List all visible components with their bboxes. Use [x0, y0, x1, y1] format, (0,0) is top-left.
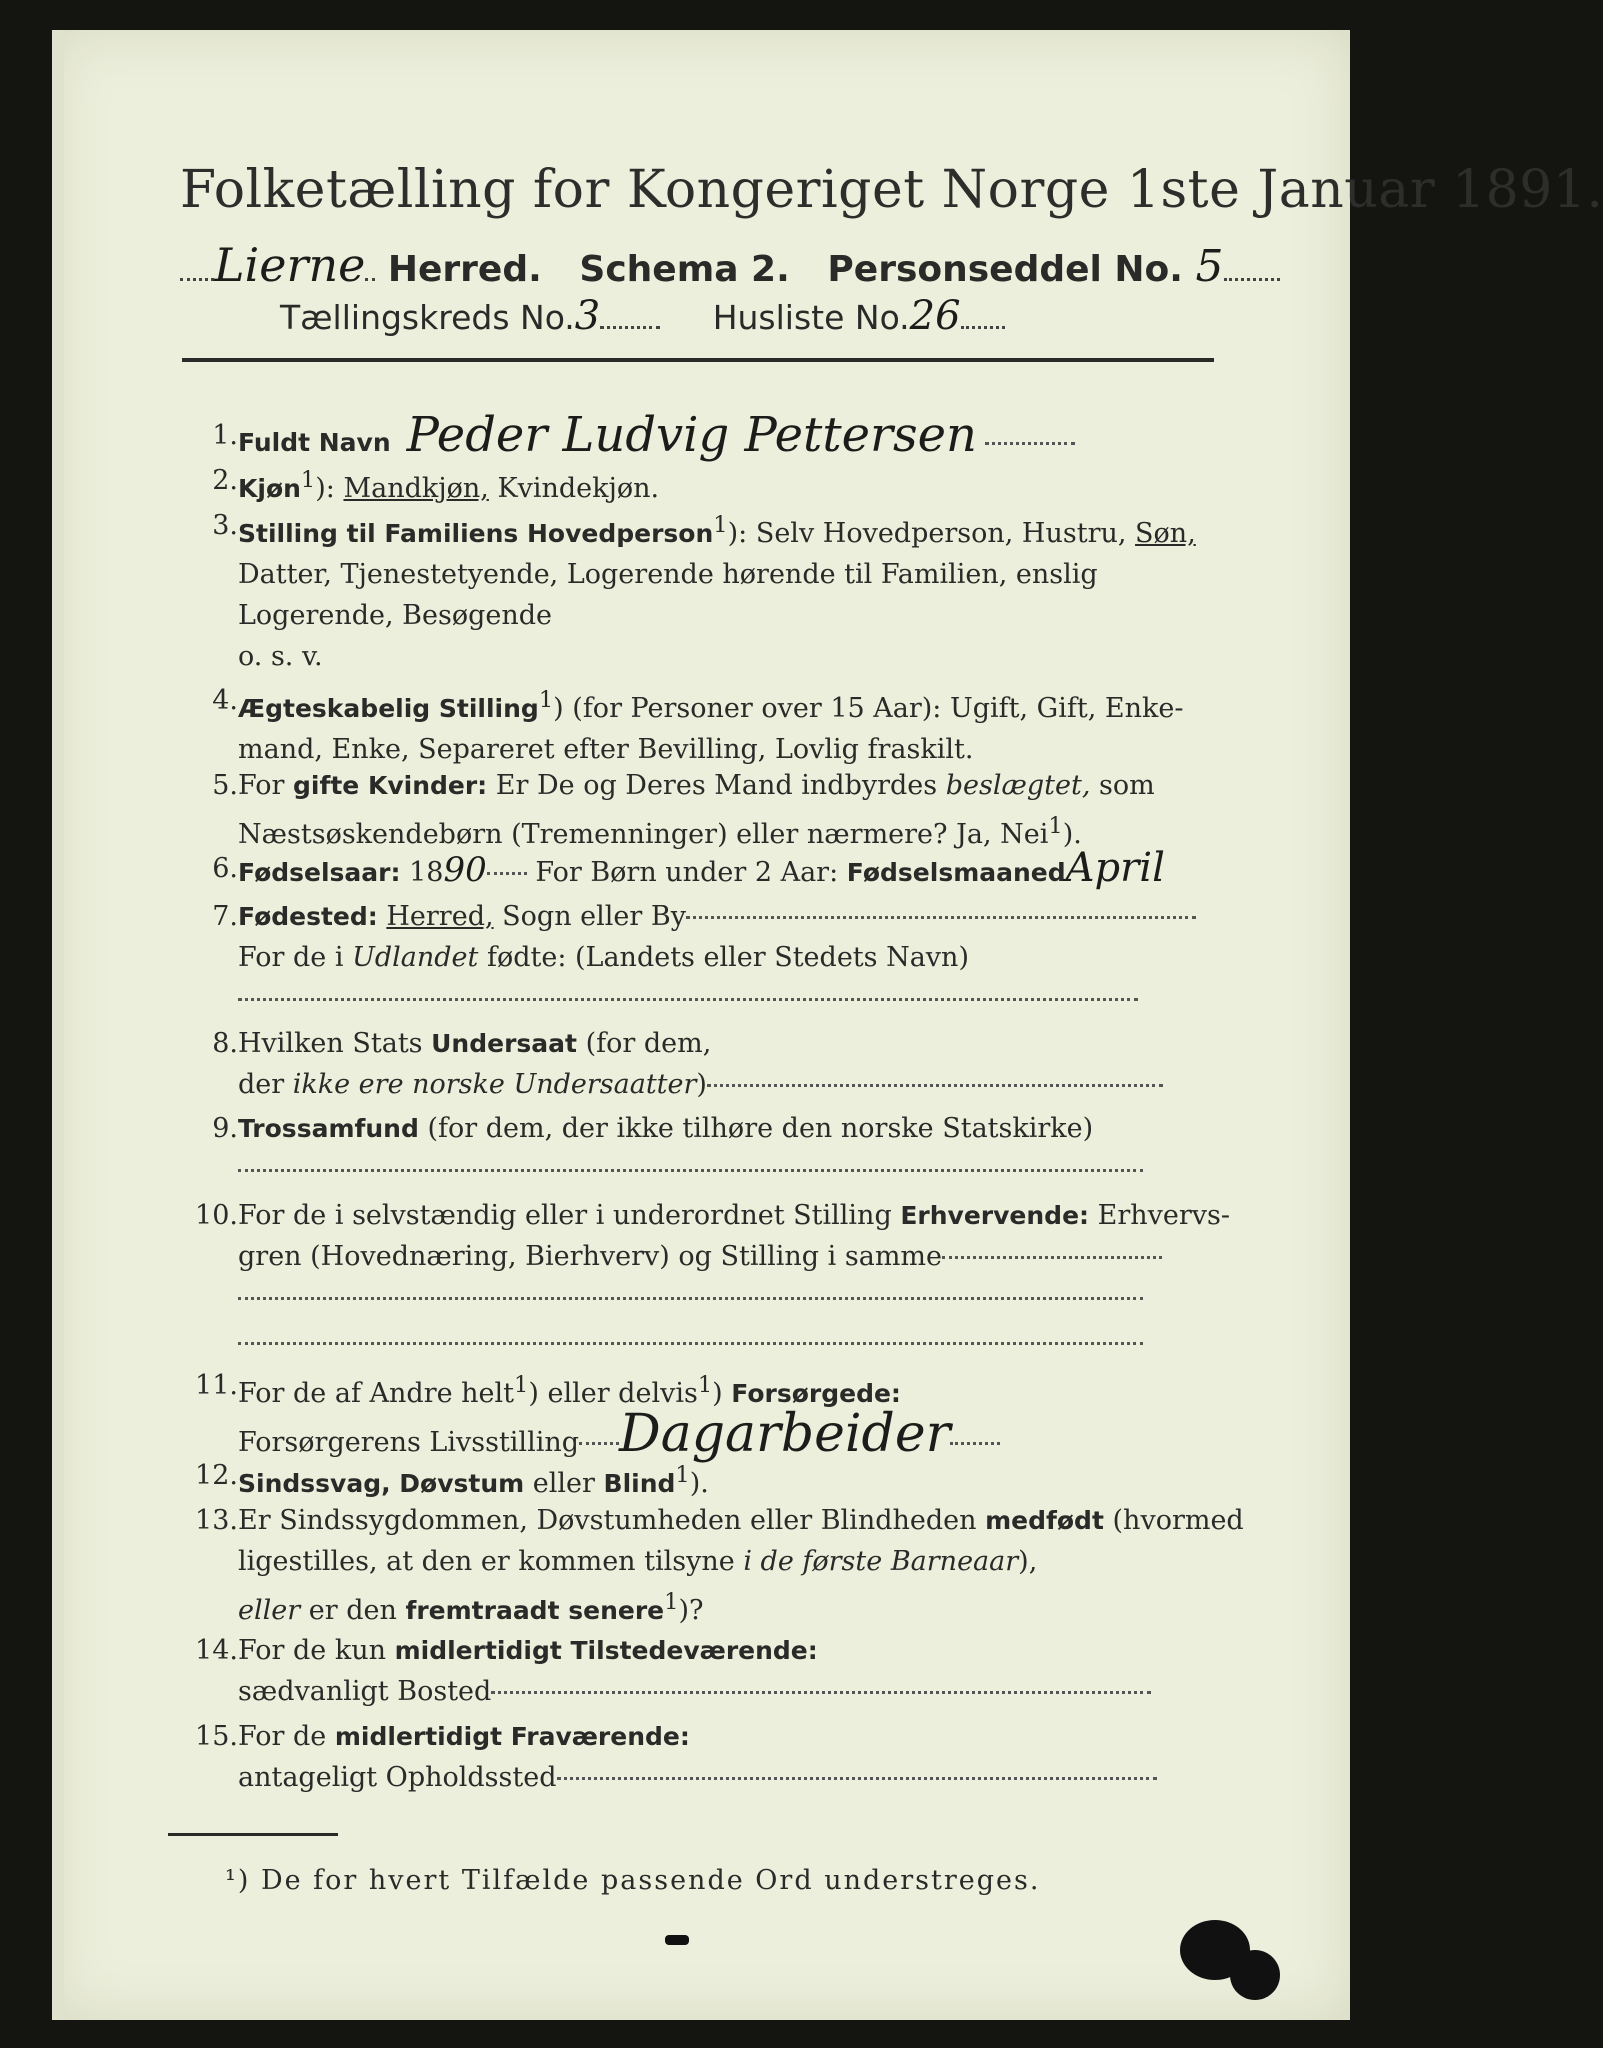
item-options-line: Datter, Tjenestetyende, Logerende hørende til Familien, enslig [238, 559, 1098, 590]
item-italic: i de første Barneaar [743, 1546, 1019, 1577]
item-question-line: Næstsøskendebørn (Tremenninger) eller nærmere? Ja, Nei [238, 819, 1049, 850]
leader-dots [707, 1084, 1163, 1087]
footnote-ref: 1 [300, 467, 316, 493]
item-text-pre: For de [238, 1721, 327, 1752]
item-text [238, 845, 1218, 893]
blank-answer-line [238, 1277, 1143, 1300]
schema-label: Schema 2. [579, 249, 790, 290]
item-text-pre: For de af Andre helt [238, 1378, 515, 1409]
item-label: Fuldt Navn [238, 428, 391, 457]
item-label: Sindssvag, Døvstum [238, 1469, 525, 1498]
item-label: Trossamfund [238, 1114, 419, 1143]
leader-dots [600, 326, 660, 329]
item-label: midlertidigt Fraværende: [334, 1722, 690, 1751]
item-question: fødte: (Landets eller Stedets Navn) [486, 942, 969, 973]
item-number: 15. [195, 1721, 238, 1752]
item-options-line: mand, Enke, Separeret efter Bevilling, Lovlig fraskilt. [238, 734, 974, 765]
item-question: er den [308, 1595, 397, 1626]
item-label: Stilling til Familiens Hovedperson [238, 519, 714, 548]
ink-blot [1230, 1950, 1280, 2000]
husliste-label: Husliste No. [712, 298, 910, 337]
item-number: 12. [195, 1460, 238, 1491]
item-question: gren (Hovednæring, Bierhverv) og Stilling i samme [238, 1241, 943, 1272]
item-number: 5. [212, 770, 238, 801]
item-options: Selv Hovedperson, Hustru, [755, 518, 1127, 549]
item-label: Fødested: [238, 902, 378, 931]
form-title: Folketælling for Kongeriget Norge 1ste Januar 1891. [180, 160, 1603, 220]
item-text-mid: eller delvis [547, 1378, 698, 1409]
item-text-pre: Hvilken Stats [238, 1028, 423, 1059]
item-label: Kjøn [238, 474, 301, 503]
item-label: Erhvervende: [900, 1201, 1090, 1230]
footnote: ¹) De for hvert Tilfælde passende Ord understreges. [225, 1865, 1041, 1896]
item-question: (for dem, [585, 1028, 712, 1059]
full-name-handwritten: Peder Ludvig Pettersen [406, 407, 977, 463]
personseddel-number: 5 [1195, 241, 1224, 292]
leader-dots [950, 1442, 1000, 1445]
supporter-occupation-handwritten: Dagarbeider [619, 1404, 951, 1464]
option-herred-underlined: Herred, [386, 901, 494, 932]
leader-dots [557, 1777, 1157, 1780]
item-number: 11. [195, 1370, 238, 1401]
option-son-underlined: Søn, [1135, 518, 1196, 549]
item-text [238, 1108, 1218, 1172]
item-question: sædvanligt Bosted [238, 1676, 492, 1707]
leader-dots [1224, 278, 1280, 281]
footnote-ref: 1 [713, 512, 728, 538]
item-text: For de af Andre helt$^1$) eller delvis$^1$) Forsørgede: Forsørgerens Livsstilling Dagarbeider [238, 1365, 1218, 1464]
herred-handwritten: Lierne [214, 238, 366, 292]
item-label: Blind [603, 1469, 676, 1498]
leader-dots [180, 278, 214, 281]
leader-dots [686, 916, 1196, 919]
item-options-line: Logerende, Besøgende [238, 600, 552, 631]
item-options-line: o. s. v. [238, 641, 323, 672]
item-number: 2. [212, 465, 238, 496]
page-edge [52, 30, 64, 2020]
item-question: Erhvervs- [1097, 1200, 1231, 1231]
ink-mark [665, 1935, 689, 1945]
kreds-label: Tællingskreds No. [280, 298, 575, 337]
header-rule [182, 358, 1214, 362]
item-number: 10. [195, 1200, 238, 1231]
item-text-pre: For de i selvstændig eller i underordnet Stilling [238, 1200, 892, 1231]
birth-year-handwritten: 90 [443, 850, 487, 890]
item-label: Ægteskabelig Stilling [238, 694, 539, 723]
item-label: Fødselsmaaned [846, 858, 1066, 887]
option-kvindekjon: Kvindekjøn. [497, 473, 660, 504]
item-number: 14. [195, 1635, 238, 1666]
leader-dots [942, 1256, 1162, 1259]
kreds-line [280, 293, 1005, 339]
leader-dots [985, 442, 1075, 445]
item-number: 8. [212, 1028, 238, 1059]
footnote-rule [168, 1833, 338, 1836]
item-text: For gifte Kvinder: Er De og Deres Mand indbyrdes beslægtet, som Næstsøskendebørn (Tremenninger) eller nærmere? Ja, Nei$^1$). [238, 770, 1155, 850]
item-question: (for dem, der ikke tilhøre den norske Statskirke) [427, 1113, 1094, 1144]
leader-dots [961, 326, 1005, 329]
leader-dots [491, 1691, 1151, 1694]
item-text-pre: Er Sindssygdommen, Døvstumheden eller Blindheden [238, 1505, 977, 1536]
item-text: Ægteskabelig Stilling$^1$) (for Personer over 15 Aar): Ugift, Gift, Enke- mand, Enke, Separeret efter Bevilling, Lovlig fraskilt. [238, 680, 1218, 770]
blank-answer-line [238, 1149, 1143, 1172]
item-number: 9. [212, 1113, 238, 1144]
item-text [238, 407, 1218, 463]
item-text: Kjøn$^1$): Mandkjøn, Kvindekjøn. [238, 467, 660, 504]
leader-dots [487, 872, 527, 875]
item-text: Sindssvag, Døvstum eller Blind$^1$). [238, 1462, 709, 1499]
birth-month-handwritten: April [1065, 845, 1165, 891]
item-label: fremtraadt senere [405, 1596, 665, 1625]
item-text [238, 896, 1218, 1001]
item-text-pre: For de kun [238, 1635, 386, 1666]
item-question: Forsørgerens Livsstilling [238, 1427, 580, 1458]
item-text [238, 1716, 1218, 1798]
item-number: 6. [212, 853, 238, 884]
herred-line [180, 238, 1280, 292]
year-prefix: 18 [409, 857, 444, 888]
item-label: Undersaat [431, 1029, 577, 1058]
blank-answer-line [238, 1322, 1143, 1345]
item-text [238, 1630, 1218, 1712]
item-options: Sogn eller By [502, 901, 686, 932]
item-question: antageligt Opholdssted [238, 1762, 557, 1793]
item-text-pre: For [238, 770, 285, 801]
leader-dots [579, 1442, 619, 1445]
item-text [238, 1195, 1231, 1345]
item-options: (for Personer over 15 Aar): Ugift, Gift, Enke- [572, 693, 1184, 724]
item-question: For Børn under 2 Aar: [535, 857, 839, 888]
item-label: medfødt [985, 1506, 1104, 1535]
item-label: midlertidigt Tilstedeværende: [394, 1636, 818, 1665]
kreds-number: 3 [574, 293, 601, 339]
item-number: 3. [212, 510, 238, 541]
footnote-ref: 1 [538, 687, 554, 713]
item-italic: eller [238, 1595, 301, 1626]
item-label: Forsørgede: [731, 1379, 901, 1408]
item-number: 4. [212, 685, 238, 716]
item-question: (hvormed [1112, 1505, 1244, 1536]
item-question: som [1099, 770, 1155, 801]
herred-label: Herred. [387, 249, 542, 290]
item-question: For de i [238, 942, 344, 973]
item-label: gifte Kvinder: [293, 771, 488, 800]
item-text: Hvilken Stats Undersaat (for dem, der ikke ere norske Undersaatter) [238, 1023, 1218, 1105]
item-number: 13. [195, 1505, 238, 1536]
item-question: ligestilles, at den er kommen tilsyne [238, 1546, 735, 1577]
item-italic: ikke ere norske Undersaatter [292, 1069, 697, 1100]
item-text: Er Sindssygdommen, Døvstumheden eller Blindheden medfødt (hvormed ligestilles, at den er kommen tilsyne i de første Barneaar), eller er den fremtraadt senere$^1$)? [238, 1505, 1244, 1626]
item-text: Stilling til Familiens Hovedperson$^1$): Selv Hovedperson, Hustru, Søn, Datter, Tjenestetyende, Logerende hørende til Familien, enslig Logerende, Besøgende o. s. v. [238, 505, 1218, 677]
item-italic: Udlandet [352, 942, 479, 973]
personseddel-label: Personseddel No. [827, 249, 1183, 290]
item-question: Er De og Deres Mand indbyrdes [495, 770, 938, 801]
blank-answer-line [238, 978, 1138, 1001]
husliste-number: 26 [909, 293, 961, 339]
item-label: Fødselsaar: [238, 858, 401, 887]
leader-dots [365, 278, 375, 281]
item-question: der [238, 1069, 285, 1100]
option-mandkjon-underlined: Mandkjøn, [343, 473, 489, 504]
item-italic: beslægtet, [945, 770, 1091, 801]
item-number: 1. [212, 420, 238, 451]
item-text-mid: eller [532, 1468, 595, 1499]
item-number: 7. [212, 901, 238, 932]
